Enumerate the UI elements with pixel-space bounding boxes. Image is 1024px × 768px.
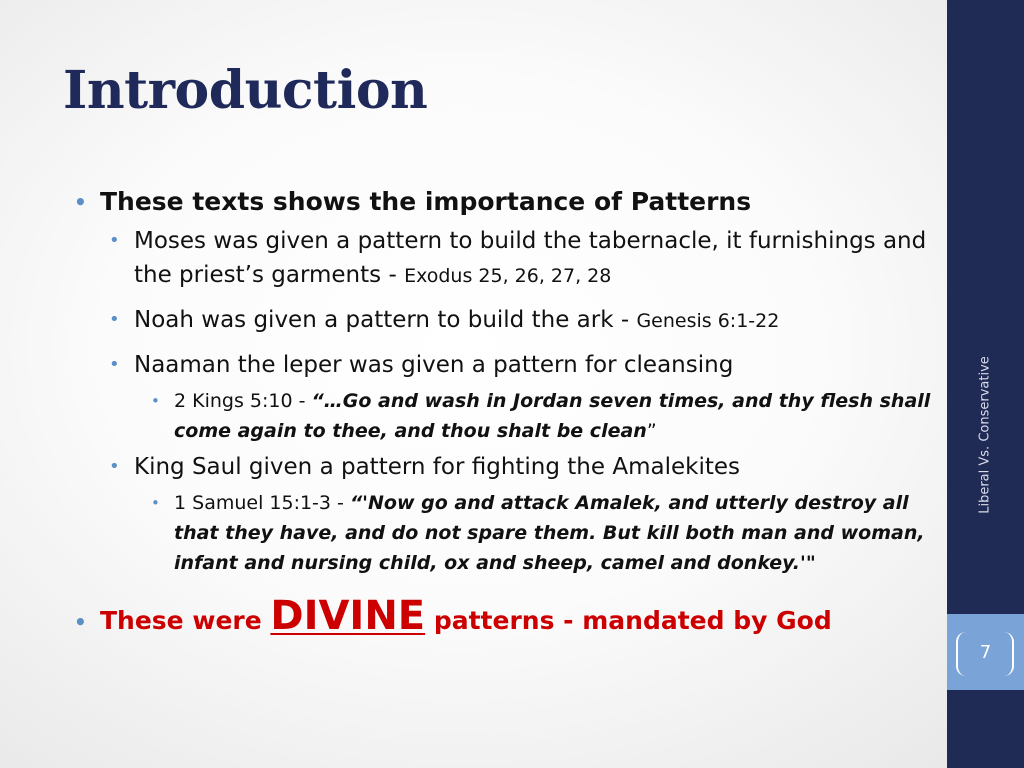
sub-sub-bullet-1-samuel — [72, 488, 932, 578]
slide-title: Introduction — [63, 60, 428, 121]
sidebar-footer-text: Liberal Vs. Conservative — [977, 356, 993, 514]
page-number-box — [947, 614, 1024, 690]
bullet-dot-icon: • — [109, 354, 120, 375]
scripture-ref-2-kings: 2 Kings 5:10 - — [174, 390, 312, 412]
bullet-dot-icon: • — [74, 190, 87, 214]
final-text-after: patterns - mandated by God — [425, 606, 832, 635]
sub-bullet-naaman-text: Naaman the leper was given a pattern for cleansing — [134, 352, 734, 378]
sidebar-footer — [962, 352, 1008, 518]
bullet-dot-icon: • — [109, 456, 120, 477]
sub-sub-bullet-2-kings — [72, 386, 932, 446]
sub-bullet-noah-text: Noah was given a pattern to build the ark - — [134, 307, 637, 333]
bullet-list — [72, 184, 932, 645]
bullet-dot-icon: • — [74, 610, 87, 634]
scripture-ref-exodus: Exodus 25, 26, 27, 28 — [404, 265, 612, 287]
sub-bullet-moses — [72, 224, 932, 293]
quote-close-mark: ” — [646, 420, 657, 442]
final-text-before: These were — [100, 606, 271, 635]
bullet-1 — [72, 184, 932, 220]
quote-2-kings: “…Go and wash in Jordan seven times, and thy flesh shall come again to thee, and thou shalt be clean — [174, 390, 931, 442]
sub-bullet-noah — [72, 303, 932, 338]
sub-bullet-saul-text: King Saul given a pattern for fighting the Amalekites — [134, 454, 740, 480]
divine-emphasis: DIVINE — [270, 593, 426, 639]
scripture-ref-genesis: Genesis 6:1-22 — [636, 310, 780, 332]
sub-bullet-moses-text: Moses was given a pattern to build the tabernacle, it furnishings and the priest’s garments - — [134, 228, 927, 288]
bullet-dot-icon: • — [109, 309, 120, 330]
bullet-dot-icon: • — [151, 494, 160, 512]
bullet-1-text: These texts shows the importance of Patterns — [100, 187, 752, 216]
sub-bullet-naaman — [72, 348, 932, 382]
quote-1-samuel: “'Now go and attack Amalek, and utterly destroy all that they have, and do not spare them. But kill both man and woman, infant and nursing child, ox and sheep, camel and donkey.'" — [174, 492, 925, 574]
bullet-dot-icon: • — [109, 230, 120, 251]
sub-bullet-saul — [72, 450, 932, 484]
page-number: 7 — [979, 642, 992, 663]
bullet-dot-icon: • — [151, 392, 160, 410]
bullet-divine-patterns — [72, 592, 932, 645]
scripture-ref-1-samuel: 1 Samuel 15:1-3 - — [174, 492, 350, 514]
